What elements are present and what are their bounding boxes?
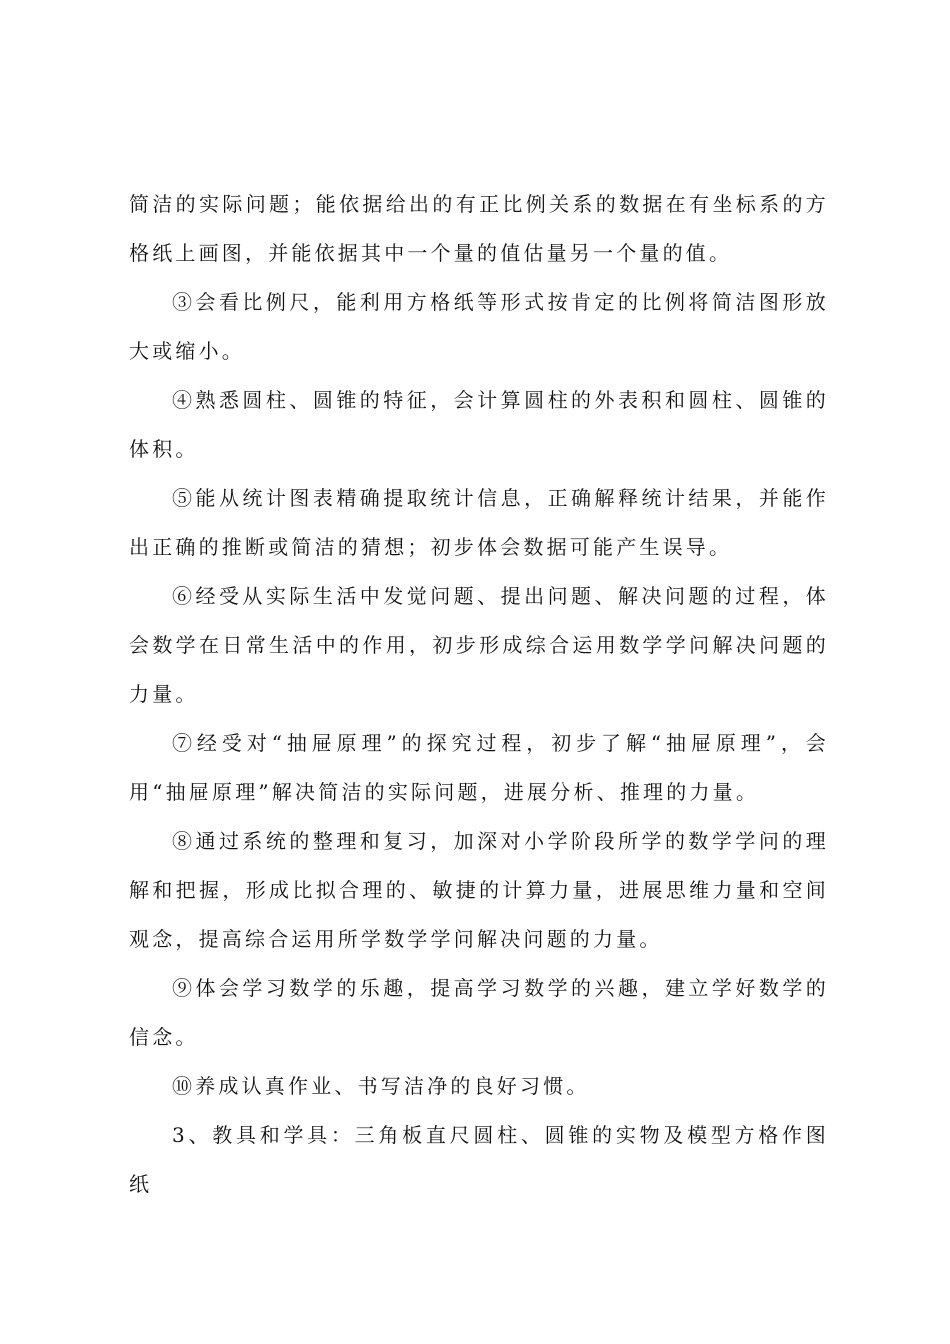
paragraph: 3、教具和学具：三角板直尺圆柱、圆锥的实物及模型方格作图纸	[129, 1123, 829, 1196]
paragraph: ⑧通过系统的整理和复习，加深对小学阶段所学的数学学问的理解和把握，形成比拟合理的、敏捷的计算力量，进展思维力量和空间观念，提高综合运用所学数学学问解决问题的力量。	[129, 829, 829, 951]
paragraph: ⑦经受对“抽屉原理”的探究过程，初步了解“抽屉原理”，会用“抽屉原理”解决简洁的实际问题，进展分析、推理的力量。	[129, 731, 829, 804]
paragraph: ⑤能从统计图表精确提取统计信息，正确解释统计结果，并能作出正确的推断或简洁的猜想；初步体会数据可能产生误导。	[129, 486, 829, 559]
paragraph: 简洁的实际问题；能依据给出的有正比例关系的数据在有坐标系的方格纸上画图，并能依据其中一个量的值估量另一个量的值。	[129, 192, 829, 265]
paragraph: ⑩养成认真作业、书写洁净的良好习惯。	[172, 1074, 590, 1098]
document-body	[129, 180, 829, 1209]
paragraph: ⑨体会学习数学的乐趣，提高学习数学的兴趣，建立学好数学的信念。	[129, 976, 829, 1049]
paragraph: ⑥经受从实际生活中发觉问题、提出问题、解决问题的过程，体会数学在日常生活中的作用，初步形成综合运用数学学问解决问题的力量。	[129, 584, 829, 706]
paragraph: ④熟悉圆柱、圆锥的特征，会计算圆柱的外表积和圆柱、圆锥的体积。	[129, 388, 829, 461]
paragraph: ③会看比例尺，能利用方格纸等形式按肯定的比例将简洁图形放大或缩小。	[129, 290, 829, 363]
